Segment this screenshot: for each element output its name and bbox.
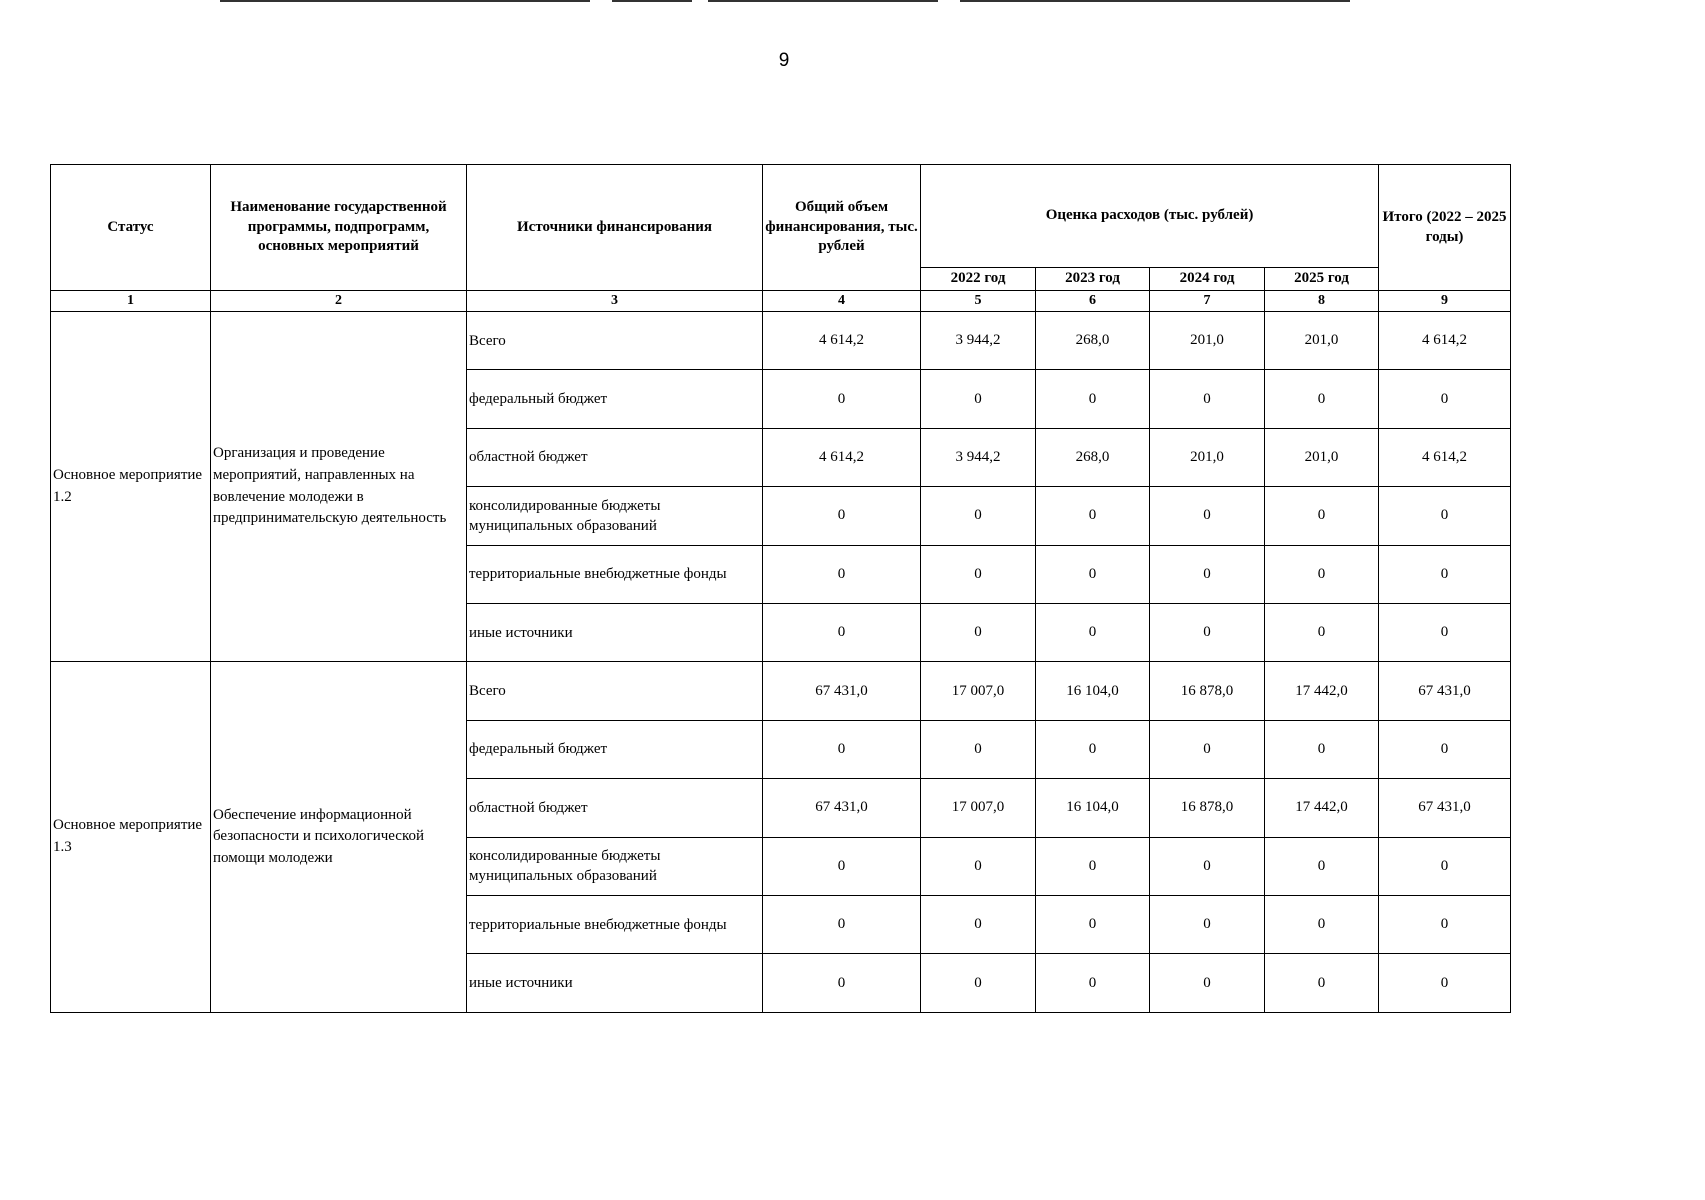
source-cell: территориальные внебюджетные фонды <box>467 545 763 603</box>
header-estimate: Оценка расходов (тыс. рублей) <box>921 165 1379 268</box>
value-cell: 0 <box>763 545 921 603</box>
value-cell: 0 <box>763 720 921 778</box>
value-cell: 0 <box>1265 954 1379 1013</box>
page-number: 9 <box>778 50 790 71</box>
value-cell: 0 <box>1379 837 1511 895</box>
table-row <box>51 312 1511 370</box>
value-cell: 0 <box>1265 896 1379 954</box>
value-cell: 0 <box>1379 604 1511 662</box>
column-number: 7 <box>1150 291 1265 312</box>
value-cell: 17 442,0 <box>1265 662 1379 720</box>
value-cell: 201,0 <box>1265 312 1379 370</box>
value-cell: 16 104,0 <box>1036 779 1150 837</box>
column-number-row <box>51 291 1511 312</box>
value-cell: 201,0 <box>1150 312 1265 370</box>
column-number: 9 <box>1379 291 1511 312</box>
value-cell: 17 007,0 <box>921 779 1036 837</box>
value-cell: 0 <box>1150 720 1265 778</box>
value-cell: 4 614,2 <box>1379 312 1511 370</box>
source-cell: областной бюджет <box>467 428 763 486</box>
value-cell: 4 614,2 <box>763 428 921 486</box>
value-cell: 4 614,2 <box>763 312 921 370</box>
value-cell: 16 104,0 <box>1036 662 1150 720</box>
header-status: Статус <box>51 165 211 291</box>
header-total-volume: Общий объем финансирования, тыс. рублей <box>763 165 921 291</box>
value-cell: 0 <box>763 896 921 954</box>
source-cell: иные источники <box>467 954 763 1013</box>
value-cell: 67 431,0 <box>763 662 921 720</box>
value-cell: 0 <box>921 604 1036 662</box>
scan-edge-line <box>220 0 590 2</box>
value-cell: 268,0 <box>1036 428 1150 486</box>
value-cell: 0 <box>1036 954 1150 1013</box>
header-year: 2022 год <box>921 268 1036 291</box>
source-cell: иные источники <box>467 604 763 662</box>
column-number: 1 <box>51 291 211 312</box>
value-cell: 0 <box>1379 720 1511 778</box>
value-cell: 0 <box>1150 837 1265 895</box>
value-cell: 0 <box>1036 370 1150 428</box>
value-cell: 0 <box>1265 370 1379 428</box>
value-cell: 0 <box>1036 720 1150 778</box>
value-cell: 0 <box>763 954 921 1013</box>
column-number: 6 <box>1036 291 1150 312</box>
value-cell: 0 <box>921 837 1036 895</box>
source-cell: консолидированные бюджеты муниципальных образований <box>467 487 763 545</box>
header-itogo: Итого (2022 – 2025 годы) <box>1379 165 1511 291</box>
header-year: 2024 год <box>1150 268 1265 291</box>
scan-edge-line <box>960 0 1350 2</box>
column-number: 8 <box>1265 291 1379 312</box>
value-cell: 0 <box>763 837 921 895</box>
value-cell: 0 <box>1265 720 1379 778</box>
value-cell: 0 <box>1265 837 1379 895</box>
column-number: 3 <box>467 291 763 312</box>
table-row <box>51 662 1511 720</box>
value-cell: 0 <box>921 487 1036 545</box>
value-cell: 201,0 <box>1265 428 1379 486</box>
column-number: 2 <box>211 291 467 312</box>
value-cell: 3 944,2 <box>921 428 1036 486</box>
event-name-cell: Организация и проведение мероприятий, направленных на вовлечение молодежи в предпринимательскую деятельность <box>211 312 467 662</box>
source-cell: Всего <box>467 662 763 720</box>
value-cell: 0 <box>921 370 1036 428</box>
value-cell: 0 <box>921 896 1036 954</box>
header-year: 2023 год <box>1036 268 1150 291</box>
value-cell: 0 <box>1379 896 1511 954</box>
value-cell: 0 <box>1379 487 1511 545</box>
value-cell: 0 <box>921 720 1036 778</box>
status-cell: Основное мероприятие 1.3 <box>51 662 211 1013</box>
value-cell: 17 442,0 <box>1265 779 1379 837</box>
value-cell: 67 431,0 <box>1379 662 1511 720</box>
value-cell: 4 614,2 <box>1379 428 1511 486</box>
value-cell: 268,0 <box>1036 312 1150 370</box>
value-cell: 0 <box>1036 896 1150 954</box>
source-cell: областной бюджет <box>467 779 763 837</box>
header-year: 2025 год <box>1265 268 1379 291</box>
value-cell: 16 878,0 <box>1150 779 1265 837</box>
value-cell: 0 <box>1265 545 1379 603</box>
column-number: 4 <box>763 291 921 312</box>
value-cell: 0 <box>1379 545 1511 603</box>
source-cell: федеральный бюджет <box>467 720 763 778</box>
source-cell: консолидированные бюджеты муниципальных образований <box>467 837 763 895</box>
value-cell: 0 <box>1265 487 1379 545</box>
value-cell: 0 <box>1379 954 1511 1013</box>
source-cell: территориальные внебюджетные фонды <box>467 896 763 954</box>
value-cell: 67 431,0 <box>763 779 921 837</box>
value-cell: 67 431,0 <box>1379 779 1511 837</box>
value-cell: 0 <box>1036 545 1150 603</box>
value-cell: 17 007,0 <box>921 662 1036 720</box>
value-cell: 3 944,2 <box>921 312 1036 370</box>
scan-edge-line <box>708 0 938 2</box>
value-cell: 0 <box>921 954 1036 1013</box>
value-cell: 201,0 <box>1150 428 1265 486</box>
event-name-cell: Обеспечение информационной безопасности и психологической помощи молодежи <box>211 662 467 1013</box>
source-cell: Всего <box>467 312 763 370</box>
value-cell: 0 <box>921 545 1036 603</box>
table-body <box>51 312 1511 1013</box>
source-cell: федеральный бюджет <box>467 370 763 428</box>
value-cell: 0 <box>1150 370 1265 428</box>
scan-edge-line <box>612 0 692 2</box>
column-number: 5 <box>921 291 1036 312</box>
value-cell: 0 <box>1036 604 1150 662</box>
value-cell: 0 <box>763 604 921 662</box>
header-sources: Источники финансирования <box>467 165 763 291</box>
value-cell: 0 <box>763 370 921 428</box>
value-cell: 0 <box>1150 604 1265 662</box>
value-cell: 0 <box>763 487 921 545</box>
status-cell: Основное мероприятие 1.2 <box>51 312 211 662</box>
value-cell: 0 <box>1150 954 1265 1013</box>
value-cell: 0 <box>1036 487 1150 545</box>
value-cell: 0 <box>1150 545 1265 603</box>
value-cell: 16 878,0 <box>1150 662 1265 720</box>
value-cell: 0 <box>1150 487 1265 545</box>
budget-table <box>50 164 1511 1013</box>
value-cell: 0 <box>1036 837 1150 895</box>
header-name: Наименование государственной программы, подпрограмм, основных мероприятий <box>211 165 467 291</box>
value-cell: 0 <box>1150 896 1265 954</box>
value-cell: 0 <box>1379 370 1511 428</box>
value-cell: 0 <box>1265 604 1379 662</box>
